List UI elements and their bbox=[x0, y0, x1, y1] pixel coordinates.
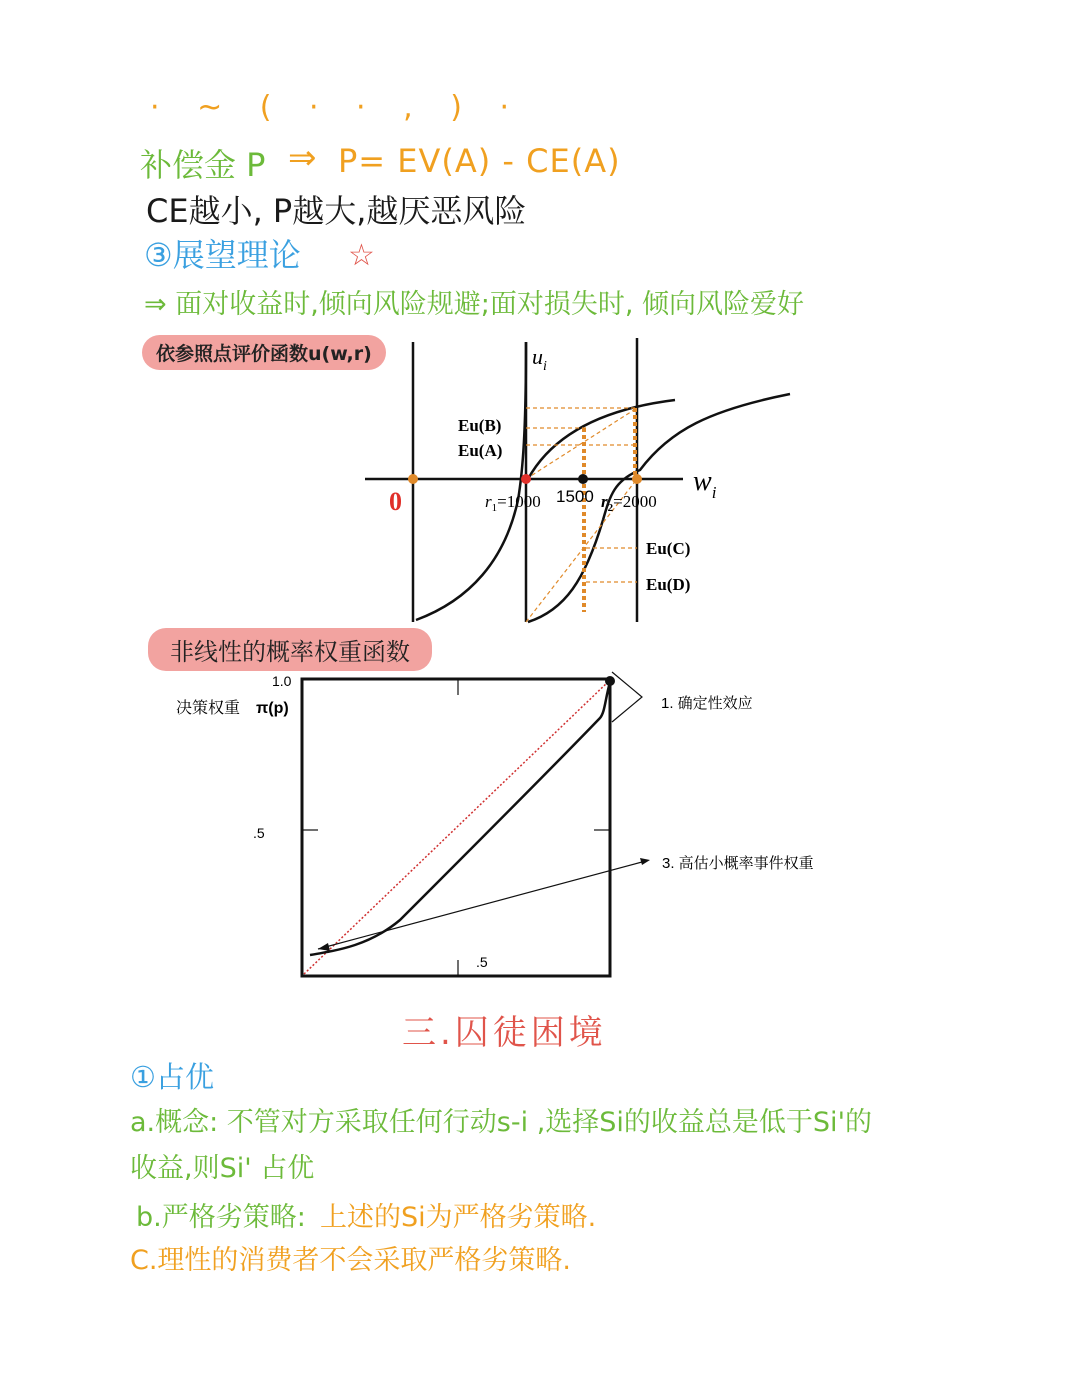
concept-line-2: 收益,则Si' 占优 bbox=[130, 1153, 315, 1184]
origin-label: 0 bbox=[389, 487, 402, 516]
certainty-bracket bbox=[612, 672, 642, 722]
strict-dominated-label: b.严格劣策略: bbox=[136, 1202, 306, 1233]
wealth-axis-label: $w_i$ bbox=[693, 466, 717, 502]
concept-line-1: a.概念: 不管对方采取任何行动s-i ,选择Si的收益总是低于Si'的 bbox=[130, 1107, 872, 1138]
eub-label: Eu(B) bbox=[458, 416, 502, 435]
midpoint-label: 1500 bbox=[556, 487, 594, 506]
value-function-banner: 依参照点评价函数u(w,r) bbox=[142, 335, 386, 370]
cropped-top-line: · ~ ( · · , ) · bbox=[150, 90, 523, 125]
compensation-formula: P= EV(A) - CE(A) bbox=[338, 142, 621, 180]
star-icon: ☆ bbox=[348, 238, 375, 273]
tick-half-y: .5 bbox=[253, 825, 265, 841]
implies-arrow: ⇒ bbox=[288, 138, 317, 178]
eud-label: Eu(D) bbox=[646, 575, 691, 594]
r2-label: $r_2=2000$ bbox=[601, 492, 657, 514]
ce-risk-note: CE越小, P越大,越厌恶风险 bbox=[146, 192, 527, 230]
overweight-arrow bbox=[318, 862, 642, 949]
certainty-endpoint bbox=[605, 676, 615, 686]
compensation-label: 补偿金 P bbox=[140, 146, 266, 184]
section-title: 三.囚徒困境 bbox=[402, 1013, 607, 1053]
weighting-curve bbox=[310, 682, 610, 955]
prospect-theory-summary: ⇒ 面对收益时,倾向风险规避;面对损失时, 倾向风险爱好 bbox=[144, 289, 805, 320]
diagonal-reference-line bbox=[304, 681, 609, 974]
r1-label: $r_1=1000$ bbox=[485, 492, 541, 514]
rational-consumer-note: C.理性的消费者不会采取严格劣策略. bbox=[130, 1245, 572, 1276]
prospect-theory-heading: ③展望理论 bbox=[144, 236, 301, 274]
utility-axis-label: $u_i$ bbox=[532, 344, 547, 374]
euc-label: Eu(C) bbox=[646, 539, 691, 558]
small-probability-label: 3. 高估小概率事件权重 bbox=[662, 855, 814, 872]
weighting-function-banner: 非线性的概率权重函数 bbox=[148, 628, 432, 671]
dominance-heading: ①占优 bbox=[130, 1060, 214, 1094]
eua-label: Eu(A) bbox=[458, 441, 503, 460]
decision-weight-label: 决策权重 bbox=[176, 700, 241, 717]
tick-one: 1.0 bbox=[272, 673, 292, 689]
strict-dominated-text: 上述的Si为严格劣策略. bbox=[320, 1202, 597, 1233]
tick-half-x: .5 bbox=[476, 954, 488, 970]
pi-p-label: π(p) bbox=[256, 700, 289, 717]
certainty-effect-label: 1. 确定性效应 bbox=[661, 695, 753, 712]
